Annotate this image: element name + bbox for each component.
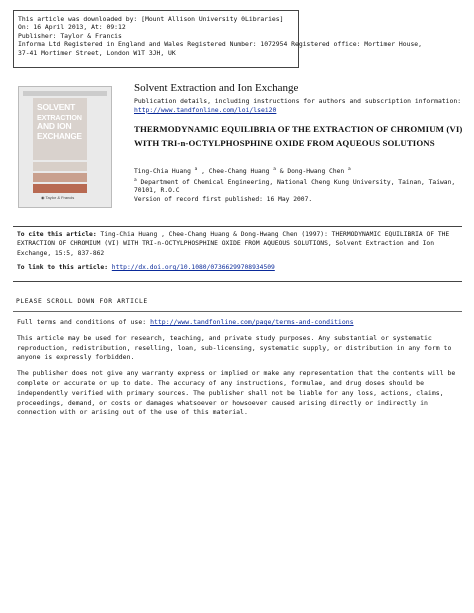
download-date: On: 16 April 2013, At: 09:12 — [18, 23, 126, 32]
citation — [17, 230, 458, 258]
publisher-logo-icon: ◉ — [41, 195, 45, 200]
terms-link[interactable]: http://www.tandfonline.com/page/terms-and-conditions — [150, 318, 354, 326]
article-link-row — [17, 263, 458, 272]
citation-box — [13, 226, 462, 282]
affiliation — [134, 177, 464, 196]
author-line — [134, 166, 464, 177]
publisher-logo — [41, 195, 74, 200]
affiliation-text: Department of Chemical Engineering, National Cheng Kung University, Tainan, Taiwan, 70101, R.O.C — [134, 178, 456, 195]
author-name: Dong-Hwang Chen — [287, 168, 345, 176]
publication-details — [134, 97, 461, 114]
journal-url-link[interactable]: http://www.tandfonline.com/loi/lsei20 — [134, 105, 277, 114]
disclaimer-paragraph: The publisher does not give any warranty express or implied or make any representation that the contents will be complete or accurate or up to date. The accuracy of any instructions, formulae, and drug doses should be independently verified with primary sources. The publisher shall not be liable for any loss, actions, claims, proceedings, demand, or costs or damages whatsoever or howsoever caused arising directly or indirectly in connection with or arising out of the use of this material. — [17, 369, 456, 417]
download-line: This article was downloaded by: [Mount Allison University 0Libraries] — [18, 15, 284, 23]
article-link-label: To link to this article: — [17, 264, 108, 272]
doi-link[interactable]: http://dx.doi.org/10.1080/07366299708934509 — [111, 264, 275, 272]
cover-title-line: EXTRACTION — [37, 112, 82, 122]
cover-block — [33, 173, 87, 182]
citation-label: To cite this article: — [17, 231, 97, 238]
author-name: Ting-Chia Huang — [134, 168, 191, 176]
affiliation-marker: a — [348, 167, 351, 172]
terms-section — [13, 314, 462, 417]
journal-cover-image — [18, 86, 112, 208]
publication-details-label: Publication details, including instructions for authors and subscription information: — [134, 97, 462, 105]
cover-block — [33, 184, 87, 193]
publisher-logo-text: Taylor & Francis — [45, 195, 75, 200]
cover-title-line: AND ION — [37, 121, 72, 131]
cover-block — [33, 162, 87, 171]
terms-paragraph: This article may be used for research, teaching, and private study purposes. Any substantial or systematic reproduction, redistribution, reselling, loan, sub-licensing, systematic supply, or distribution in any form to anyone is expressly forbidden. — [17, 333, 452, 362]
author-name: Chee-Chang Huang — [208, 168, 270, 176]
cover-title-block — [33, 98, 87, 160]
journal-name: Solvent Extraction and Ion Exchange — [134, 82, 299, 94]
author-block — [134, 166, 464, 205]
download-notice — [13, 10, 422, 68]
address-line: 37-41 Mortimer Street, London W1T 3JH, UK — [18, 48, 176, 57]
terms-link-row — [17, 318, 458, 328]
cover-color-blocks — [33, 162, 87, 195]
article-title: THERMODYNAMIC EQUILIBRIA OF THE EXTRACTION OF CHROMIUM (VI) WITH TRI-n-OCTYLPHOSPHINE OXIDE FROM AQUEOUS SOLUTIONS — [134, 124, 463, 148]
divider — [13, 311, 462, 312]
version-of-record: Version of record first published: 16 May 2007. — [134, 195, 313, 203]
affiliation-marker: a — [273, 167, 276, 172]
terms-label: Full terms and conditions of use: — [17, 318, 147, 326]
cover-title-line: SOLVENT — [37, 102, 76, 112]
author-separator: , — [197, 168, 209, 176]
scroll-notice: PLEASE SCROLL DOWN FOR ARTICLE — [16, 298, 148, 305]
registration-line: Informa Ltd Registered in England and Wales Registered Number: 1072954 Registered office: Mortimer House, — [18, 40, 422, 49]
author-separator: & — [275, 168, 288, 176]
cover-title — [33, 98, 87, 141]
citation-text: Ting-Chia Huang , Chee-Chang Huang & Dong-Hwang Chen (1997): THERMODYNAMIC EQUILIBRIA OF THE EXTRACTION OF CHROMIUM (VI) WITH TRI-n-OCTYLPHOSPHINE OXIDE FROM AQUEOUS SOLUTIONS, Solvent Extraction and Ion Exchange, 15:5, 837-862 — [17, 231, 450, 257]
affiliation-marker: a — [194, 167, 198, 172]
cover-title-line: EXCHANGE — [37, 131, 82, 141]
cover-top-strip — [23, 91, 107, 96]
affiliation-marker: a — [134, 177, 137, 183]
publisher-line: Publisher: Taylor & Francis — [18, 31, 122, 40]
